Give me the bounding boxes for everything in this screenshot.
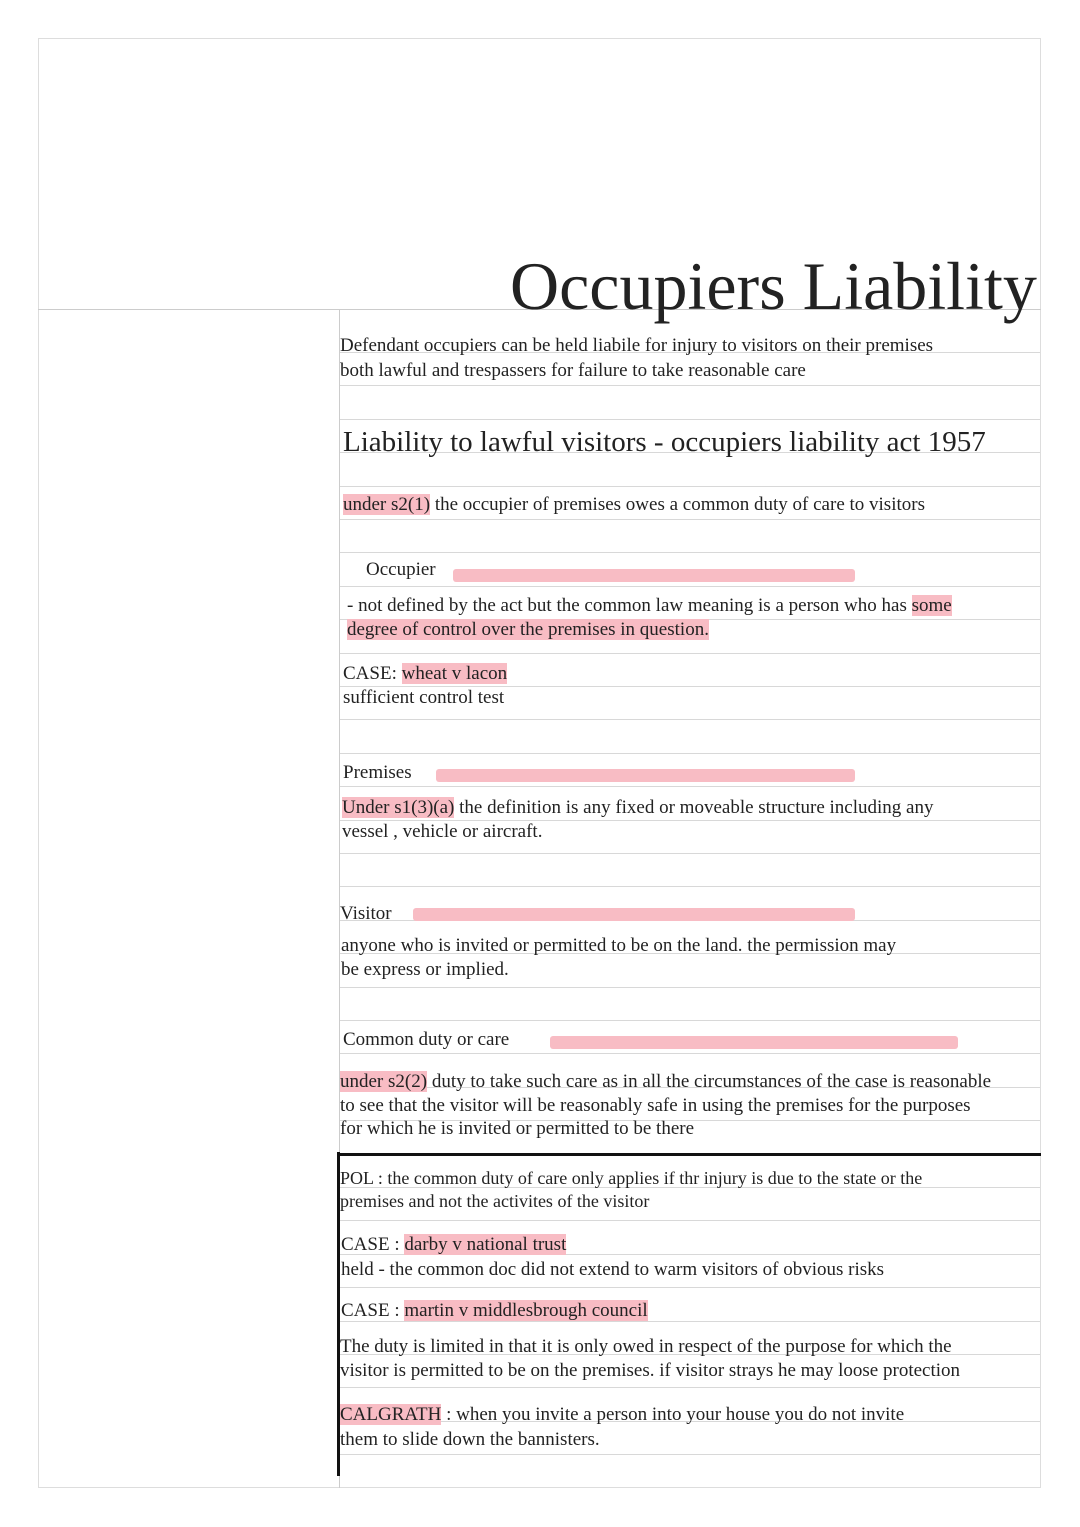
visitor-label: Visitor <box>340 903 392 924</box>
duty-highlight-bar <box>550 1036 958 1049</box>
case-darby-note: held - the common doc did not extend to warm visitors of obvious risks <box>341 1259 885 1280</box>
ruled-line <box>340 653 1040 654</box>
case-wheat <box>343 662 507 686</box>
case-darby <box>341 1233 566 1257</box>
visitor-line-1: anyone who is invited or permitted to be on the land. the permission may <box>341 935 897 956</box>
occupier-text: - not defined by the act but the common law meaning is a person who has <box>347 595 912 616</box>
calgrath-line-2: them to slide down the bannisters. <box>340 1429 600 1450</box>
s21-line <box>343 493 925 517</box>
case-martin <box>341 1299 648 1323</box>
premises-ref: Under s1(3)(a) <box>342 797 455 818</box>
pol-line-2: premises and not the activites of the visitor <box>340 1191 650 1211</box>
ruled-line <box>340 486 1040 487</box>
ruled-line <box>340 987 1040 988</box>
ruled-line <box>340 1454 1040 1455</box>
ruled-line <box>340 419 1040 420</box>
duty-label: Common duty or care <box>343 1029 510 1050</box>
premises-label: Premises <box>343 762 412 783</box>
ruled-line <box>340 385 1040 386</box>
case-prefix: CASE : <box>341 1234 405 1255</box>
occupier-highlight: some <box>911 595 952 616</box>
ruled-line <box>340 552 1040 553</box>
ruled-line <box>340 1053 1040 1054</box>
occupier-highlight-bar <box>453 569 855 582</box>
occupier-line-1 <box>347 594 952 618</box>
premises-highlight-bar <box>436 769 855 782</box>
s21-ref: under s2(1) <box>343 494 431 515</box>
calgrath-name: CALGRATH <box>340 1404 442 1425</box>
ruled-line <box>340 786 1040 787</box>
ruled-line <box>340 1287 1040 1288</box>
ruled-line <box>340 1020 1040 1021</box>
ruled-line <box>340 719 1040 720</box>
pol-line-1: POL : the common duty of care only applies if thr injury is due to the state or the <box>340 1168 923 1188</box>
duty-ref: under s2(2) <box>340 1071 428 1092</box>
case-name: martin v middlesbrough council <box>404 1300 648 1321</box>
case-wheat-note: sufficient control test <box>343 687 505 708</box>
ruled-line <box>340 586 1040 587</box>
ruled-line <box>340 753 1040 754</box>
visitor-highlight-bar <box>413 908 855 921</box>
case-prefix: CASE: <box>343 663 402 684</box>
ruled-line <box>340 853 1040 854</box>
occupier-label: Occupier <box>366 559 436 580</box>
calgrath-line-1 <box>340 1403 904 1427</box>
case-name: wheat v lacon <box>401 663 508 684</box>
duty-line-2: to see that the visitor will be reasonably safe in using the premises for the purposes <box>340 1095 971 1116</box>
premises-text: the definition is any fixed or moveable structure including any <box>454 797 934 818</box>
visitor-line-2: be express or implied. <box>341 959 509 980</box>
ruled-line <box>340 1387 1040 1388</box>
premises-line-2: vessel , vehicle or aircraft. <box>342 821 543 842</box>
s21-text: the occupier of premises owes a common duty of care to visitors <box>430 494 925 515</box>
duty-text: duty to take such care as in all the circumstances of the case is reasonable <box>427 1071 992 1092</box>
occupier-line-2: degree of control over the premises in question. <box>347 619 709 640</box>
duty-line-1 <box>340 1070 991 1094</box>
ruled-line <box>340 886 1040 887</box>
case-martin-line-2: visitor is permitted to be on the premises. if visitor strays he may loose protection <box>340 1360 961 1381</box>
duty-line-3: for which he is invited or permitted to be there <box>340 1118 695 1139</box>
ruled-line <box>340 1220 1040 1221</box>
intro-line-1: Defendant occupiers can be held liabile for injury to visitors on their premises <box>340 335 934 356</box>
case-prefix: CASE : <box>341 1300 405 1321</box>
premises-line-1 <box>342 796 933 820</box>
section-heading: Liability to lawful visitors - occupiers liability act 1957 <box>343 426 986 458</box>
case-name: darby v national trust <box>404 1234 567 1255</box>
page-title: Occupiers Liability <box>510 248 1037 324</box>
section-divider <box>340 1153 1041 1156</box>
ruled-line <box>340 519 1040 520</box>
case-martin-line-1: The duty is limited in that it is only owed in respect of the purpose for which the <box>340 1336 952 1357</box>
calgrath-text: : when you invite a person into your house you do not invite <box>441 1404 905 1425</box>
intro-line-2: both lawful and trespassers for failure to take reasonable care <box>340 360 806 381</box>
